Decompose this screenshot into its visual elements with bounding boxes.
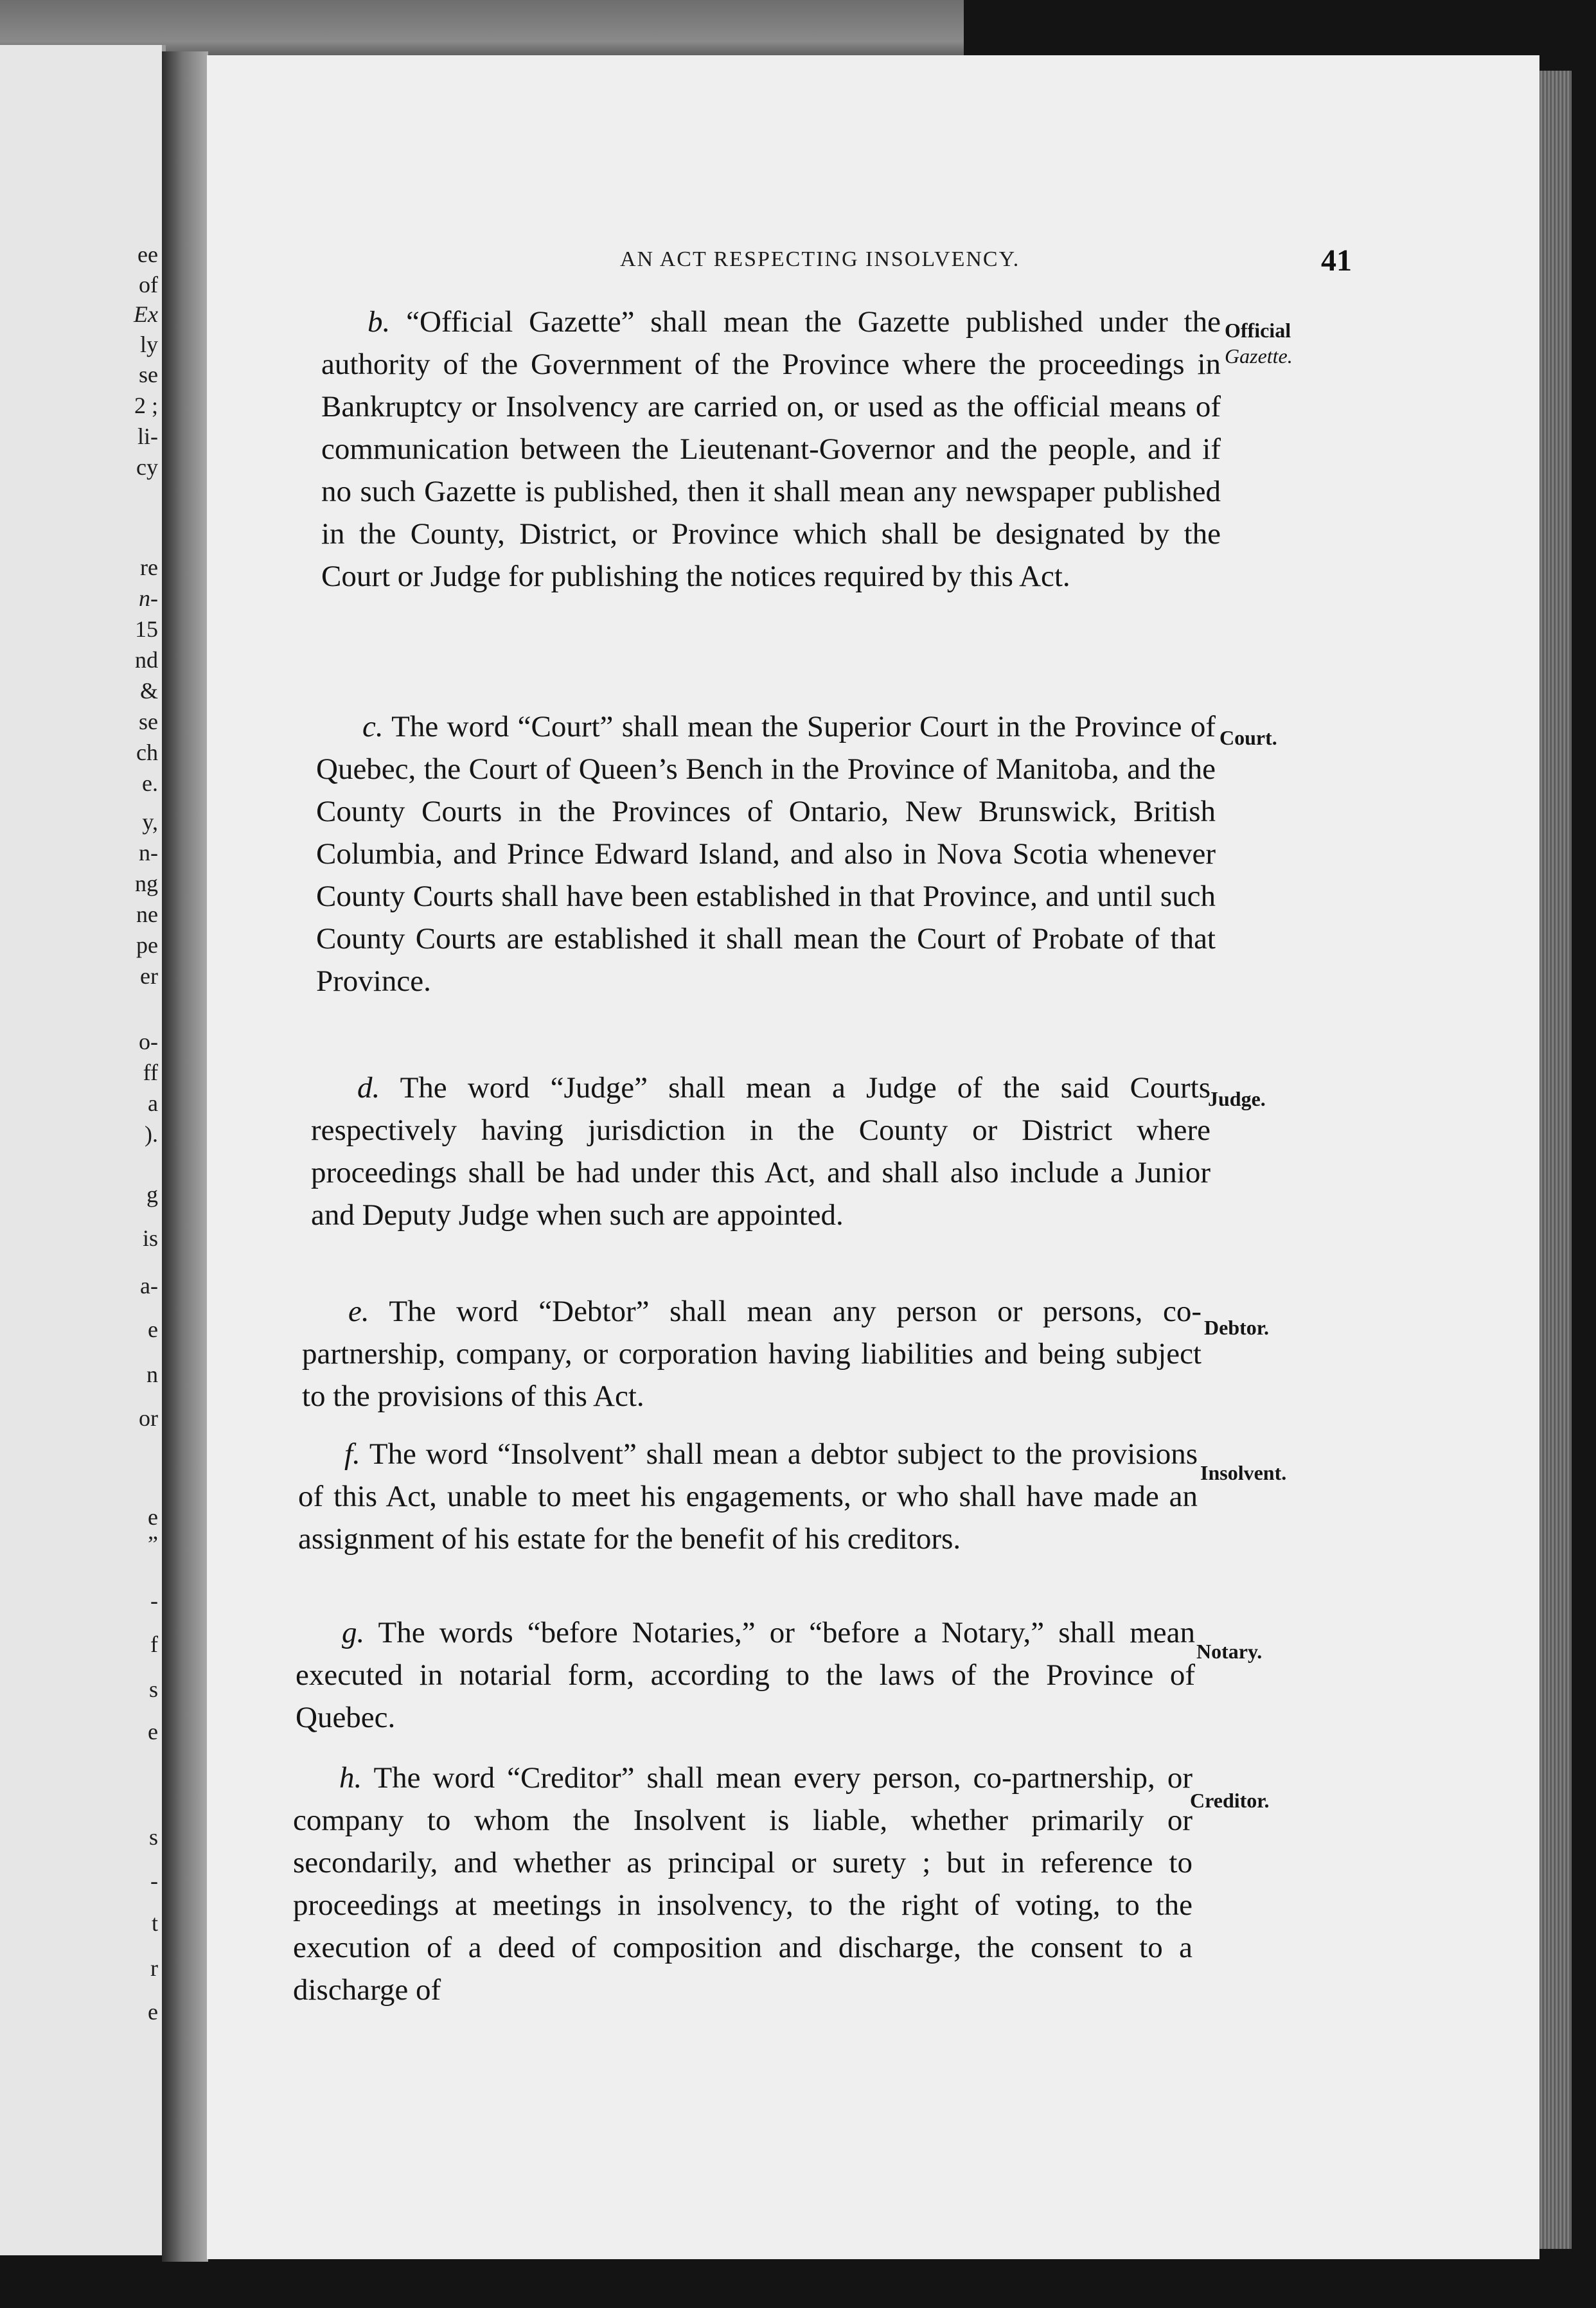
- margin-note-judge: Judge.: [1208, 1087, 1266, 1110]
- left-fragment: e: [148, 1317, 158, 1342]
- left-fragment: s: [148, 1676, 158, 1702]
- definition-paragraph-b: [321, 301, 1221, 598]
- left-fragment: re: [140, 555, 158, 580]
- left-fragment: ee: [137, 242, 158, 267]
- definition-paragraph-h: [293, 1757, 1193, 2011]
- clause-text: The word “Court” shall mean the Superior Court in the Province of Quebec, the Court of Queen’s Bench in the Province of Manitoba, and the County Courts in the Provinces of Ontario, New Brunswick, British Columbia, and Prince Edward Island, and also in Nova Scotia whenever County Courts shall have been established in that Province, and until such County Courts are established it shall mean the Court of Probate of that Province.: [316, 710, 1216, 998]
- clause-letter: c.: [362, 710, 384, 743]
- page-number: 41: [1321, 244, 1352, 278]
- margin-note-sublabel: Gazette.: [1225, 344, 1293, 368]
- left-fragment: -: [150, 1868, 158, 1894]
- clause-letter: h.: [339, 1761, 362, 1795]
- left-fragment: of: [139, 272, 158, 297]
- definition-paragraph-c: [316, 706, 1216, 1002]
- left-fragment: a-: [140, 1273, 158, 1299]
- clause-letter: b.: [368, 305, 391, 339]
- left-fragment: e.: [142, 770, 158, 796]
- margin-note-insolvent: Insolvent.: [1200, 1461, 1287, 1484]
- left-fragment: o-: [139, 1029, 158, 1054]
- left-fragment: ch: [136, 740, 158, 765]
- left-fragment: se: [139, 362, 158, 387]
- left-fragment: n-: [139, 840, 158, 866]
- left-fragment: f: [150, 1631, 158, 1657]
- left-fragment: ).: [145, 1121, 158, 1147]
- margin-note-label: Official: [1225, 319, 1291, 342]
- left-fragment: Ex: [134, 301, 158, 327]
- left-fragment: e: [148, 1504, 158, 1530]
- left-fragment: &: [139, 678, 158, 704]
- left-fragment: 15: [135, 616, 158, 642]
- book-gutter: [162, 51, 208, 2262]
- clause-text: The words “before Notaries,” or “before a Notary,” shall mean executed in notarial form, according to the laws of the Province of Quebec.: [296, 1616, 1195, 1734]
- definition-paragraph-g: [296, 1611, 1195, 1739]
- clause-letter: g.: [342, 1616, 365, 1649]
- left-fragment: 2 ;: [134, 393, 158, 418]
- definition-paragraph-f: [298, 1433, 1198, 1560]
- left-fragment: ”: [148, 1531, 158, 1557]
- left-fragment: a: [148, 1090, 158, 1116]
- margin-note-debtor: Debtor.: [1204, 1316, 1270, 1339]
- margin-note-creditor: Creditor.: [1190, 1789, 1270, 1812]
- left-fragment: pe: [136, 932, 158, 958]
- left-fragment: r: [150, 1955, 158, 1981]
- margin-note-notary: Notary.: [1196, 1640, 1263, 1663]
- clause-text: The word “Insolvent” shall mean a debtor subject to the provisions of this Act, unable to meet his engagements, or who shall have made an assignment of his estate for the benefit of his creditors.: [298, 1437, 1198, 1556]
- clause-text: The word “Judge” shall mean a Judge of the said Courts respectively having jurisdiction in the County or District where proceedings shall be had under this Act, and shall also include a Junior and Deputy Judge when such are appointed.: [311, 1071, 1210, 1232]
- margin-note-official-gazette: [1225, 317, 1293, 369]
- clause-letter: f.: [344, 1437, 360, 1471]
- left-fragment: li-: [137, 423, 158, 449]
- left-fragment: is: [142, 1225, 158, 1251]
- running-head: AN ACT RESPECTING INSOLVENCY.: [620, 247, 1020, 271]
- left-fragment: y,: [142, 809, 158, 835]
- left-fragment: ly: [139, 332, 158, 357]
- left-fragment: g: [146, 1182, 158, 1207]
- left-fragment: cy: [136, 454, 158, 480]
- left-fragment: s: [148, 1824, 158, 1850]
- left-fragment: ng: [135, 871, 158, 896]
- clause-letter: e.: [348, 1295, 369, 1328]
- clause-text: The word “Debtor” shall mean any person or persons, co-partnership, company, or corporation having liabilities and being subject to the provisions of this Act.: [302, 1295, 1201, 1413]
- clause-text: “Official Gazette” shall mean the Gazette published under the authority of the Government of the Province where the proceedings in Bankruptcy or Insolvency are carried on, or used as the official means of communication between the Lieutenant-Governor and the people, and if no such Gazette is published, then it shall mean any newspaper published in the County, District, or Province which shall be designated by the Court or Judge for publishing the notices required by this Act.: [321, 305, 1221, 593]
- left-fragment: nd: [135, 647, 158, 673]
- page-edge: [1539, 71, 1572, 2249]
- left-fragment: n-: [139, 585, 158, 611]
- facing-page-left: [0, 45, 166, 2255]
- clause-letter: d.: [357, 1071, 380, 1105]
- left-fragment: e: [148, 1999, 158, 2025]
- margin-note-court: Court.: [1219, 726, 1277, 749]
- left-fragment: n: [146, 1362, 158, 1387]
- left-fragment: se: [139, 709, 158, 734]
- left-fragment: or: [139, 1405, 158, 1431]
- definition-paragraph-d: [311, 1067, 1210, 1236]
- left-fragment: ff: [143, 1060, 158, 1085]
- facing-page-text-fragments: [4, 45, 158, 2255]
- left-fragment: t: [151, 1910, 158, 1936]
- left-fragment: ne: [136, 901, 158, 927]
- left-fragment: -: [150, 1588, 158, 1613]
- definition-paragraph-e: [302, 1290, 1201, 1417]
- left-fragment: er: [140, 963, 158, 989]
- clause-text: The word “Creditor” shall mean every person, co-partnership, or company to whom the Insolvent is liable, whether primarily or secondarily, and whether as principal or surety ; but in reference to proceedings at meetings in insolvency, to the right of voting, to the execution of a deed of composition and discharge, the consent to a discharge of: [293, 1761, 1193, 2007]
- left-fragment: e: [148, 1719, 158, 1744]
